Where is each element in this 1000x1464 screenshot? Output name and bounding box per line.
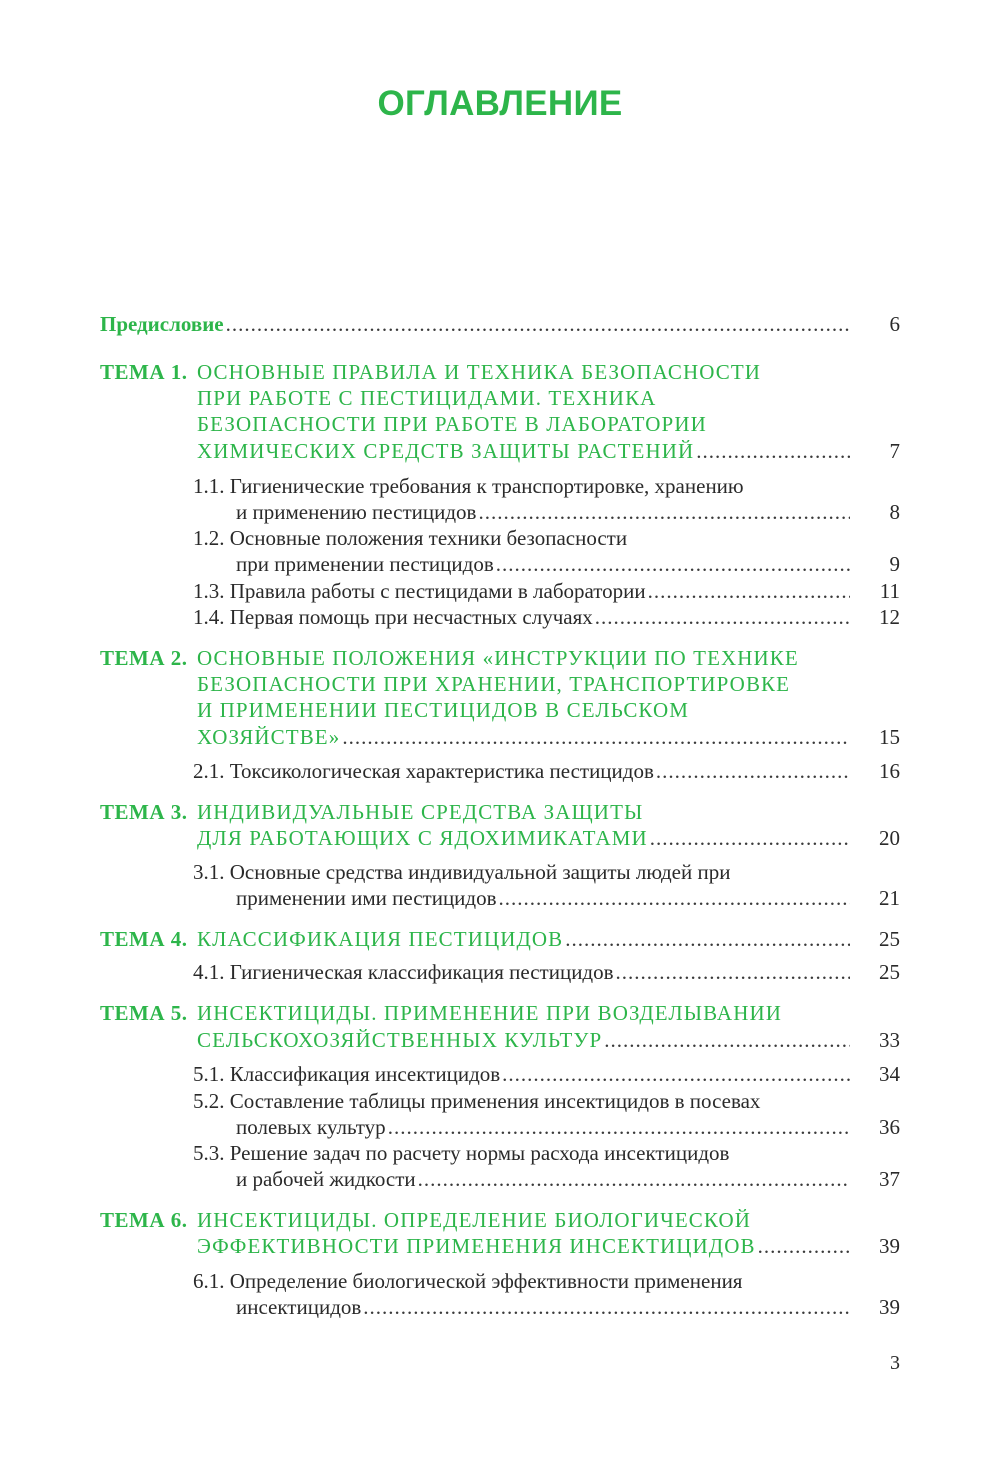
dot-leader (656, 758, 850, 784)
toc-page-number: 8 (889, 500, 900, 524)
toc-entry-subsection[interactable] (236, 551, 852, 577)
toc-tema-title-line: ДЛЯ РАБОТАЮЩИХ С ЯДОХИМИКАТАМИ (197, 826, 648, 850)
toc-tema-label: ТЕМА 3. (100, 800, 188, 824)
toc-tema-title-line[interactable]: ОСНОВНЫЕ ПРАВИЛА И ТЕХНИКА БЕЗОПАСНОСТИ (197, 360, 762, 384)
dot-leader (595, 604, 850, 630)
dot-leader (226, 311, 850, 337)
toc-tema-title-line[interactable]: ОСНОВНЫЕ ПОЛОЖЕНИЯ «ИНСТРУКЦИИ ПО ТЕХНИКЕ (197, 646, 799, 670)
toc-tema-title-line: КЛАССИФИКАЦИЯ ПЕСТИЦИДОВ (197, 927, 564, 951)
toc-subsection-line: применении ими пестицидов (236, 886, 497, 910)
toc-subsection-line[interactable]: 5.3. Решение задач по расчету нормы расхода инсектицидов (193, 1141, 730, 1165)
toc-tema-title-line[interactable]: ИНДИВИДУАЛЬНЫЕ СРЕДСТВА ЗАЩИТЫ (197, 800, 644, 824)
toc-entry-tema-2[interactable] (197, 724, 852, 750)
toc-entry-subsection[interactable] (193, 1061, 852, 1087)
toc-tema-title-line: СЕЛЬСКОХОЗЯЙСТВЕННЫХ КУЛЬТУР (197, 1028, 603, 1052)
dot-leader (363, 1294, 850, 1320)
toc-tema-label: ТЕМА 4. (100, 927, 188, 951)
toc-tema-title-line[interactable]: БЕЗОПАСНОСТИ ПРИ ХРАНЕНИИ, ТРАНСПОРТИРОВКЕ (197, 672, 791, 696)
dot-leader (604, 1027, 850, 1053)
dot-leader (418, 1166, 850, 1192)
toc-subsection-line[interactable]: 1.2. Основные положения техники безопасности (193, 526, 628, 550)
toc-page-number: 15 (879, 725, 900, 749)
toc-entry-tema-1[interactable] (197, 438, 852, 464)
page-title: ОГЛАВЛЕНИЕ (377, 84, 623, 123)
toc-page-number: 25 (879, 960, 900, 984)
toc-entry-subsection[interactable] (236, 1166, 852, 1192)
toc-entry-preface[interactable] (100, 311, 852, 337)
toc-entry-subsection[interactable] (193, 959, 852, 985)
toc-page-number: 16 (879, 759, 900, 783)
toc-tema-title-line[interactable]: ИНСЕКТИЦИДЫ. ОПРЕДЕЛЕНИЕ БИОЛОГИЧЕСКОЙ (197, 1208, 751, 1232)
toc-tema-title-line[interactable]: ИНСЕКТИЦИДЫ. ПРИМЕНЕНИЕ ПРИ ВОЗДЕЛЫВАНИИ (197, 1001, 782, 1025)
dot-leader (496, 551, 850, 577)
toc-entry-tema-4[interactable] (197, 926, 852, 952)
toc-page-number: 7 (889, 439, 900, 463)
toc-page-number: 9 (889, 552, 900, 576)
toc-tema-title-line: ХИМИЧЕСКИХ СРЕДСТВ ЗАЩИТЫ РАСТЕНИЙ (197, 439, 695, 463)
toc-page-number: 11 (879, 579, 900, 603)
toc-subsection-line: 1.4. Первая помощь при несчастных случаях (193, 605, 593, 629)
toc-subsection-line[interactable]: 6.1. Определение биологической эффективности применения (193, 1269, 743, 1293)
dot-leader (616, 959, 850, 985)
toc-subsection-line: 5.1. Классификация инсектицидов (193, 1062, 501, 1086)
toc-page-number: 6 (889, 312, 900, 336)
toc-page-number: 36 (879, 1115, 900, 1139)
toc-entry-subsection[interactable] (236, 1114, 852, 1140)
toc-subsection-line: инсектицидов (236, 1295, 362, 1319)
toc-tema-label: ТЕМА 5. (100, 1001, 188, 1025)
toc-page-number: 37 (879, 1167, 900, 1191)
toc-entry-tema-6[interactable] (197, 1233, 852, 1259)
dot-leader (502, 1061, 850, 1087)
toc-entry-label: Предисловие (100, 312, 224, 336)
toc-page-number: 39 (879, 1295, 900, 1319)
toc-tema-label: ТЕМА 1. (100, 360, 188, 384)
toc-tema-title-line[interactable]: БЕЗОПАСНОСТИ ПРИ РАБОТЕ В ЛАБОРАТОРИИ (197, 412, 707, 436)
toc-page-number: 12 (879, 605, 900, 629)
toc-page-number: 33 (879, 1028, 900, 1052)
toc-page-number: 20 (879, 826, 900, 850)
dot-leader (696, 438, 850, 464)
toc-entry-subsection[interactable] (236, 885, 852, 911)
toc-subsection-line: 1.3. Правила работы с пестицидами в лаборатории (193, 579, 646, 603)
toc-subsection-line: при применении пестицидов (236, 552, 494, 576)
page-number: 3 (890, 1352, 900, 1374)
toc-entry-tema-3[interactable] (197, 825, 852, 851)
toc-tema-title-line[interactable]: ПРИ РАБОТЕ С ПЕСТИЦИДАМИ. ТЕХНИКА (197, 386, 657, 410)
dot-leader (648, 578, 850, 604)
toc-tema-title-line[interactable]: И ПРИМЕНЕНИИ ПЕСТИЦИДОВ В СЕЛЬСКОМ (197, 698, 690, 722)
dot-leader (565, 926, 850, 952)
toc-subsection-line[interactable]: 5.2. Составление таблицы применения инсектицидов в посевах (193, 1089, 761, 1113)
toc-tema-label: ТЕМА 6. (100, 1208, 188, 1232)
toc-subsection-line: и рабочей жидкости (236, 1167, 416, 1191)
toc-entry-subsection[interactable] (193, 578, 852, 604)
toc-entry-subsection[interactable] (193, 758, 852, 784)
dot-leader (478, 499, 850, 525)
dot-leader (388, 1114, 850, 1140)
toc-subsection-line: 2.1. Токсикологическая характеристика пестицидов (193, 759, 654, 783)
dot-leader (650, 825, 850, 851)
toc-subsection-line: и применению пестицидов (236, 500, 477, 524)
toc-entry-subsection[interactable] (236, 1294, 852, 1320)
toc-entry-subsection[interactable] (236, 499, 852, 525)
dot-leader (758, 1233, 850, 1259)
toc-page-number: 25 (879, 927, 900, 951)
dot-leader (342, 724, 850, 750)
toc-entry-tema-5[interactable] (197, 1027, 852, 1053)
toc-tema-title-line: ЭФФЕКТИВНОСТИ ПРИМЕНЕНИЯ ИНСЕКТИЦИДОВ (197, 1234, 756, 1258)
toc-page-number: 34 (879, 1062, 900, 1086)
toc-subsection-line: 4.1. Гигиеническая классификация пестицидов (193, 960, 614, 984)
toc-tema-title-line: ХОЗЯЙСТВЕ» (197, 725, 341, 749)
toc-page-number: 21 (879, 886, 900, 910)
toc-page-number: 39 (879, 1234, 900, 1258)
toc-subsection-line: полевых культур (236, 1115, 386, 1139)
toc-tema-label: ТЕМА 2. (100, 646, 188, 670)
toc-entry-subsection[interactable] (193, 604, 852, 630)
dot-leader (499, 885, 850, 911)
toc-subsection-line[interactable]: 3.1. Основные средства индивидуальной защиты людей при (193, 860, 731, 884)
toc-subsection-line[interactable]: 1.1. Гигиенические требования к транспортировке, хранению (193, 474, 744, 498)
